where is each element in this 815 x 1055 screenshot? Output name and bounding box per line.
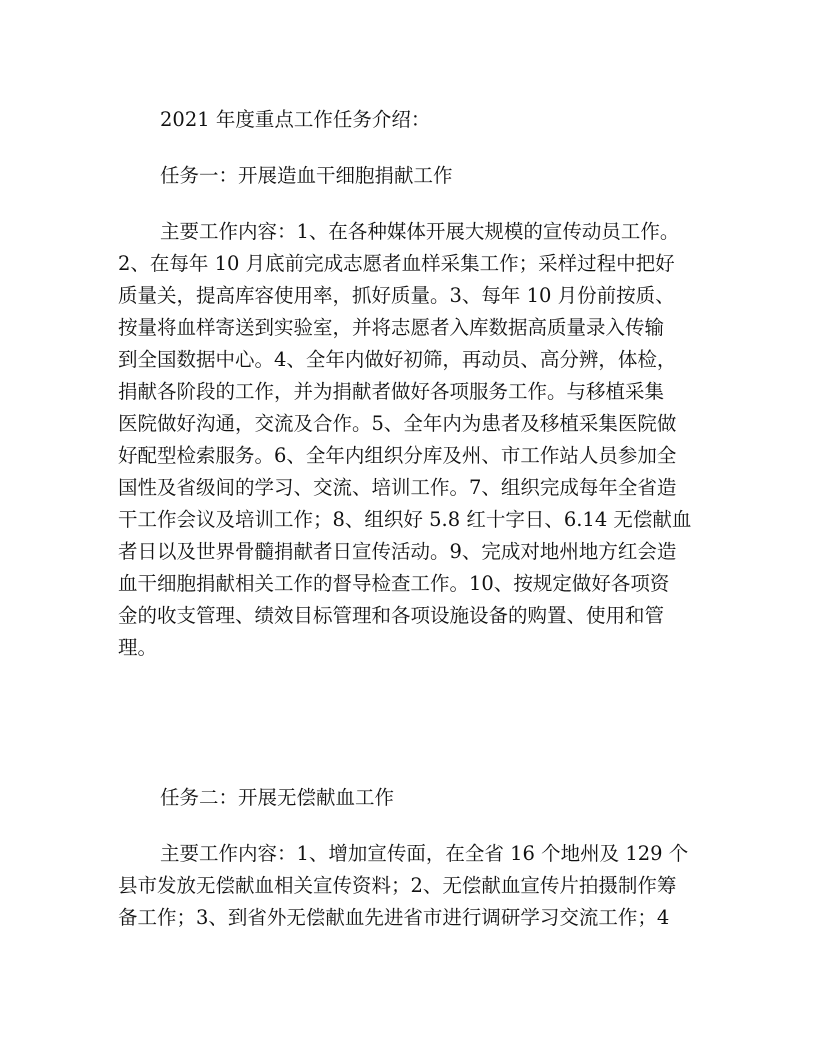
task1-line: 国性及省级间的学习、交流、培训工作。7、组织完成每年全省造 — [118, 476, 677, 499]
task1-line: 2、在每年 10 月底前完成志愿者血样采集工作；采样过程中把好 — [118, 252, 675, 275]
task1-line: 按量将血样寄送到实验室，并将志愿者入库数据高质量录入传输 — [118, 316, 665, 339]
task1-body — [118, 216, 696, 664]
intro-title-text: 2021 年度重点工作任务介绍： — [160, 108, 431, 131]
task1-line: 金的收支管理、绩效目标管理和各项设施设备的购置、使用和管 — [118, 604, 665, 627]
task2-line: 主要工作内容：1、增加宣传面，在全省 16 个地州及 129 个 — [160, 842, 689, 865]
task2-line: 县市发放无偿献血相关宣传资料；2、无偿献血宣传片拍摄制作筹 — [118, 874, 677, 897]
task1-title — [160, 160, 700, 192]
task2-title — [160, 782, 700, 814]
task1-line: 质量关，提高库容使用率，抓好质量。3、每年 10 月份前按质、 — [118, 284, 675, 307]
task1-line: 好配型检索服务。6、全年内组织分库及州、市工作站人员参加全 — [118, 444, 677, 467]
task2-title-text: 任务二：开展无偿献血工作 — [160, 786, 395, 809]
task2-body — [118, 838, 696, 934]
task1-line: 者日以及世界骨髓捐献者日宣传活动。9、完成对地州地方红会造 — [118, 540, 677, 563]
document-intro-title — [160, 104, 700, 136]
task1-line: 到全国数据中心。4、全年内做好初筛，再动员、高分辨，体检， — [118, 348, 677, 371]
task1-line: 理。 — [118, 636, 158, 659]
task1-line: 捐献各阶段的工作，并为捐献者做好各项服务工作。与移植采集 — [118, 380, 665, 403]
task1-line: 主要工作内容：1、在各种媒体开展大规模的宣传动员工作。 — [160, 220, 680, 243]
task1-line: 医院做好沟通，交流及合作。5、全年内为患者及移植采集医院做 — [118, 412, 677, 435]
task1-line: 血干细胞捐献相关工作的督导检查工作。10、按规定做好各项资 — [118, 572, 670, 595]
task1-line: 干工作会议及培训工作；8、组织好 5.8 红十字日、6.14 无偿献血 — [118, 508, 692, 531]
task2-line: 备工作；3、到省外无偿献血先进省市进行调研学习交流工作；4 — [118, 906, 670, 929]
task1-title-text: 任务一：开展造血干细胞捐献工作 — [160, 164, 453, 187]
